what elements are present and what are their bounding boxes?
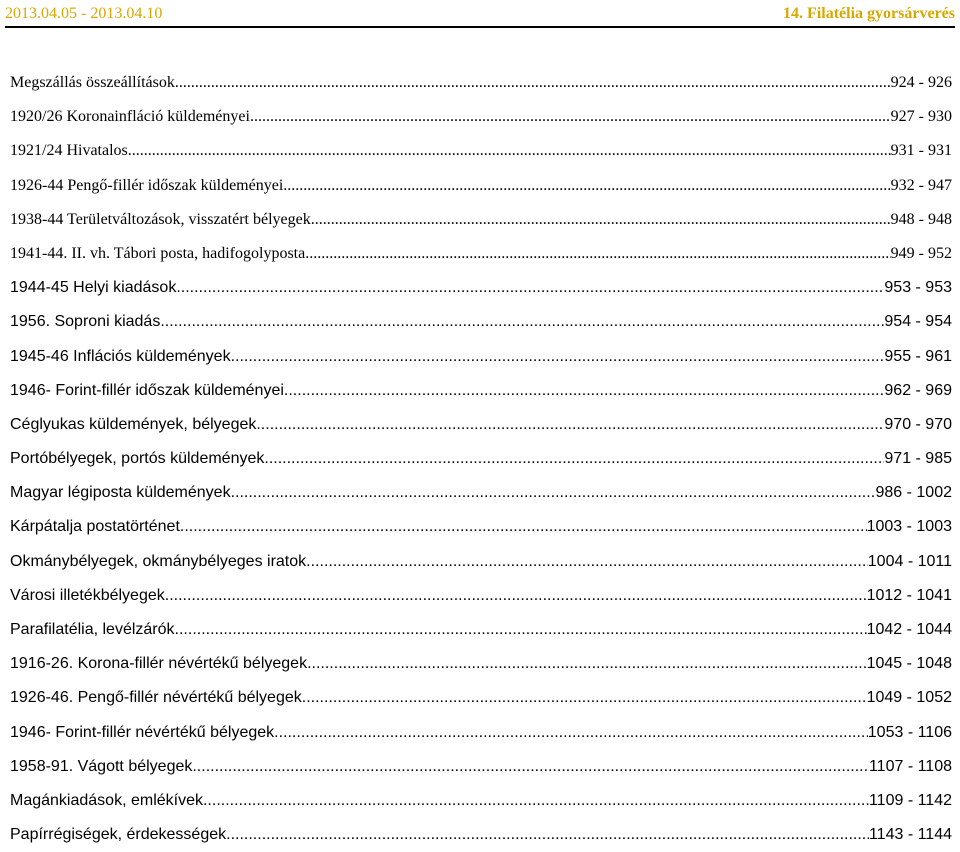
toc-entry-pages: 962 - 969 [884, 381, 952, 399]
toc-entry-pages: 955 - 961 [884, 347, 952, 365]
toc-entry-pages: 1012 - 1041 [866, 586, 952, 604]
leader-dots [283, 169, 890, 203]
leader-dots [250, 100, 891, 134]
toc-entry-label: 1945-46 Inflációs küldemények [10, 347, 231, 365]
toc-entry-pages: 1053 - 1106 [867, 723, 952, 741]
leader-dots [274, 716, 868, 750]
toc-entry-label: 1944-45 Helyi kiadások [10, 279, 177, 297]
toc-entry-label: 1938-44 Területváltozások, visszatért bélyegek [10, 210, 311, 228]
leader-dots [305, 237, 890, 271]
toc-entry-pages: 1003 - 1003 [866, 518, 952, 536]
toc-entry[interactable] [10, 442, 952, 476]
page-title: 14. Filatélia gyorsárverés [783, 5, 955, 22]
toc-entry-pages: 927 - 930 [890, 108, 952, 126]
leader-dots [264, 442, 884, 476]
toc-entry-pages: 1107 - 1108 [868, 757, 952, 775]
toc-entry[interactable] [10, 305, 952, 339]
toc-entry-pages: 931 - 931 [890, 142, 952, 160]
leader-dots [256, 408, 884, 442]
toc-entry[interactable] [10, 716, 952, 750]
leader-dots [175, 613, 867, 647]
toc-entry-label: Portóbélyegek, portós küldemények [10, 450, 265, 468]
leader-dots [311, 203, 891, 237]
leader-dots [226, 818, 869, 852]
toc-entry[interactable] [10, 66, 952, 100]
toc-entry[interactable] [10, 100, 952, 134]
toc-entry-label: 1946- Forint-fillér névértékű bélyegek [10, 723, 275, 741]
toc-entry-label: 1916-26. Korona-fillér névértékű bélyegek [10, 655, 308, 673]
toc-entry-label: Kárpátalja postatörténet [10, 518, 180, 536]
toc-entry[interactable] [10, 340, 952, 374]
toc-entry[interactable] [10, 613, 952, 647]
toc-entry-label: Okmánybélyegek, okmánybélyeges iratok [10, 552, 307, 570]
toc-entry[interactable] [10, 681, 952, 715]
toc-entry[interactable] [10, 203, 952, 237]
leader-dots [231, 476, 876, 510]
toc-entry-label: 1958-91. Vágott bélyegek [10, 757, 193, 775]
toc-entry-label: Parafilatélia, levélzárók [10, 621, 175, 638]
toc-entry-pages: 1049 - 1052 [866, 689, 952, 707]
toc-entry-pages: 932 - 947 [890, 176, 952, 194]
toc-entry-label: 1956. Soproni kiadás [10, 313, 161, 331]
toc-entry-pages: 1004 - 1011 [867, 552, 952, 570]
toc-entry-pages: 1143 - 1144 [868, 826, 952, 844]
toc-entry-pages: 954 - 954 [884, 313, 952, 331]
toc-entry[interactable] [10, 579, 952, 613]
toc-entry-pages: 986 - 1002 [875, 484, 952, 502]
toc-entry-pages: 1109 - 1142 [868, 791, 952, 809]
leader-dots [165, 579, 867, 613]
toc-entry[interactable] [10, 237, 952, 271]
toc-entry[interactable] [10, 510, 952, 544]
toc-entry[interactable] [10, 476, 952, 510]
leader-dots [176, 271, 884, 305]
toc-entry-pages: 971 - 985 [884, 450, 952, 468]
toc-entry-label: 1921/24 Hivatalos [10, 142, 128, 160]
toc-entry[interactable] [10, 545, 952, 579]
toc-entry[interactable] [10, 408, 952, 442]
toc-entry-label: Megszállás összeállítások [10, 74, 175, 91]
leader-dots [284, 374, 884, 408]
date-range: 2013.04.05 - 2013.04.10 [5, 5, 163, 22]
toc-entry-label: 1920/26 Koronainfláció küldeményei [10, 108, 250, 126]
toc-entry-pages: 924 - 926 [890, 74, 952, 91]
toc-entry[interactable] [10, 784, 952, 818]
leader-dots [203, 784, 869, 818]
leader-dots [180, 510, 867, 544]
leader-dots [302, 681, 867, 715]
toc-entry-label: Magánkiadások, emlékívek [10, 791, 203, 809]
leader-dots [128, 134, 891, 168]
leader-dots [306, 545, 868, 579]
toc-entry[interactable] [10, 818, 952, 852]
toc-entry-pages: 1042 - 1044 [866, 621, 952, 638]
toc-entry-label: Városi illetékbélyegek [10, 586, 165, 604]
toc-entry-pages: 948 - 948 [890, 210, 952, 228]
toc-entry-label: 1946- Forint-fillér időszak küldeményei [10, 381, 284, 399]
toc-entry-label: Magyar légiposta küldemények [10, 484, 231, 502]
toc-entry[interactable] [10, 647, 952, 681]
leader-dots [160, 305, 884, 339]
toc-entry-label: 1926-44 Pengő-fillér időszak küldeményei [10, 176, 284, 194]
toc-entry-pages: 1045 - 1048 [866, 655, 952, 673]
toc-entry-pages: 970 - 970 [884, 415, 952, 433]
toc-entry-label: Papírrégiségek, érdekességek [10, 826, 227, 844]
leader-dots [231, 340, 885, 374]
page-header [5, 2, 955, 28]
toc-entry-pages: 953 - 953 [884, 279, 952, 297]
toc-entry[interactable] [10, 134, 952, 168]
toc-entry[interactable] [10, 169, 952, 203]
leader-dots [307, 647, 867, 681]
toc-entry-label: 1941-44. II. vh. Tábori posta, hadifogolyposta [10, 244, 306, 262]
toc-entry[interactable] [10, 271, 952, 305]
leader-dots [175, 66, 891, 100]
toc-entry-label: 1926-46. Pengő-fillér névértékű bélyegek [10, 689, 302, 707]
table-of-contents [10, 66, 952, 852]
leader-dots [192, 750, 869, 784]
toc-entry[interactable] [10, 750, 952, 784]
toc-entry[interactable] [10, 374, 952, 408]
toc-entry-pages: 949 - 952 [890, 244, 952, 262]
toc-entry-label: Céglyukas küldemények, bélyegek [10, 415, 257, 433]
